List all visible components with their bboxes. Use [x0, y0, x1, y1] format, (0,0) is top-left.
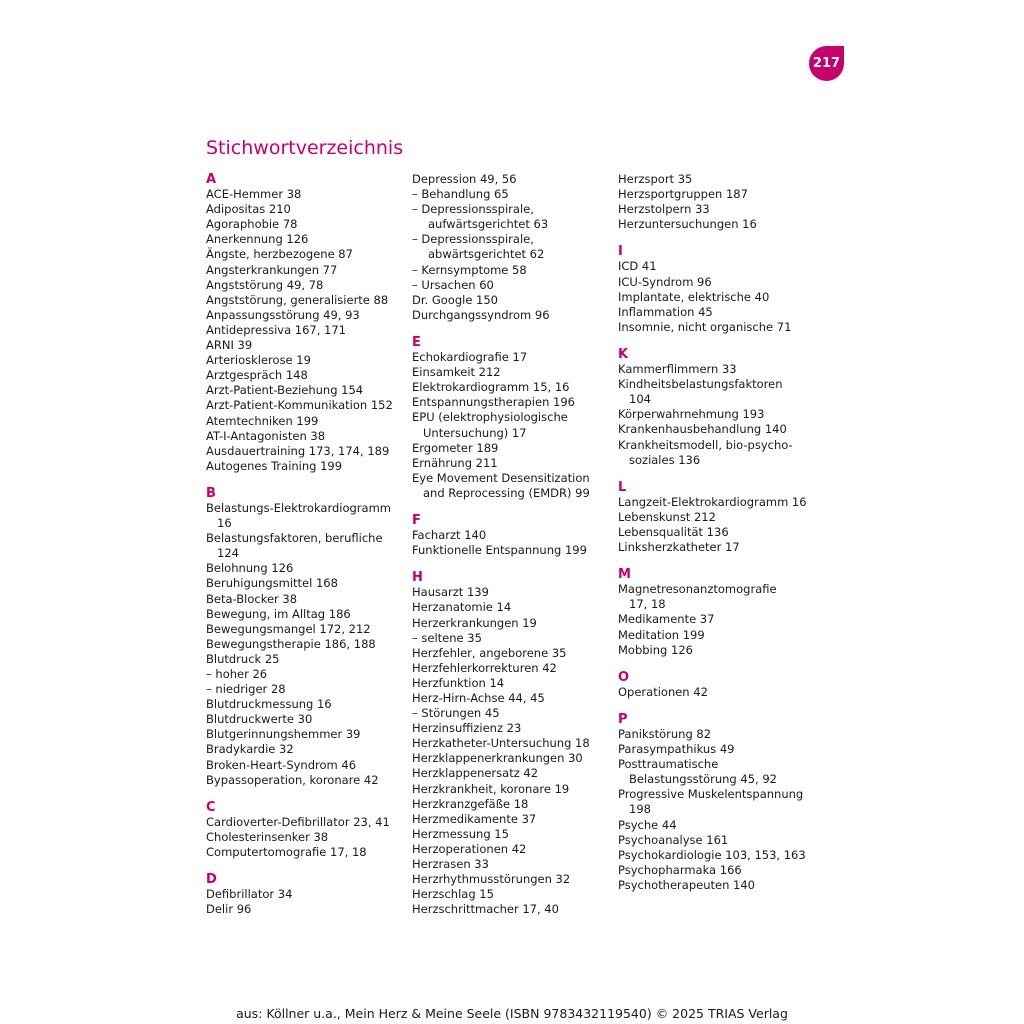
index-entry: Blutdruckmessung 16: [206, 697, 332, 712]
index-entry: Herzinsuffizienz 23: [412, 721, 522, 736]
index-entry: 124: [217, 546, 239, 561]
index-entry: ICU-Syndrom 96: [618, 274, 712, 289]
index-entry: Medikamente 37: [618, 612, 715, 627]
index-entry: Mobbing 126: [618, 642, 693, 657]
section-letter: H: [412, 570, 423, 586]
index-column-3: [618, 172, 818, 905]
index-entry: Autogenes Training 199: [206, 458, 343, 473]
index-entry: ACE-Hemmer 38: [206, 187, 302, 202]
index-entry: Beta-Blocker 38: [206, 591, 298, 606]
index-entry: Anerkennung 126: [206, 232, 309, 247]
index-entry: EPU (elektrophysiologische: [412, 410, 568, 425]
index-entry: Einsamkeit 212: [412, 365, 501, 380]
index-entry: 17, 18: [629, 597, 666, 612]
index-entry: Herzmedikamente 37: [412, 811, 537, 826]
section-letter: L: [618, 479, 627, 495]
index-entry: Linksherzkatheter 17: [618, 540, 740, 555]
index-entry: Durchgangssyndrom 96: [412, 307, 550, 322]
index-entry: Herzuntersuchungen 16: [618, 217, 757, 232]
index-section: [618, 712, 818, 893]
index-entry: – Störungen 45: [412, 706, 500, 721]
index-entry: Magnetresonanztomografie: [618, 582, 777, 597]
index-entry: Angststörung 49, 78: [206, 277, 324, 292]
index-entry: Meditation 199: [618, 627, 705, 642]
copyright-footer: aus: Köllner u.a., Mein Herz & Meine Seele (ISBN 9783432119540) © 2025 TRIAS Verlag: [236, 1006, 788, 1021]
index-entry: Operationen 42: [618, 684, 708, 699]
index-entry: Arteriosklerose 19: [206, 353, 311, 368]
index-entry: ICD 41: [618, 259, 657, 274]
index-entry: – seltene 35: [412, 630, 482, 645]
index-entry: Herz-Hirn-Achse 44, 45: [412, 691, 545, 705]
index-section: [206, 486, 406, 788]
index-entry: Posttraumatische: [618, 757, 719, 772]
index-entry: – Kernsymptome 58: [412, 262, 527, 277]
index-entry: Herzfunktion 14: [412, 675, 505, 690]
index-entry: Echokardiografie 17: [412, 350, 528, 365]
index-entry: Psychokardiologie 103, 153, 163: [618, 847, 806, 862]
index-entry: – Behandlung 65: [412, 187, 509, 202]
index-entry: Funktionelle Entspannung 199: [412, 543, 587, 558]
index-entry: Inflammation 45: [618, 304, 713, 319]
index-entry: ARNI 39: [206, 338, 253, 353]
page-number-badge: 217: [809, 46, 844, 81]
index-entry: – niedriger 28: [206, 682, 286, 697]
index-entry: Krankenhausbehandlung 140: [618, 422, 787, 437]
index-entry: 16: [217, 516, 232, 531]
index-entry: Langzeit-Elektrokardiogramm 16: [618, 494, 807, 509]
index-entry: 104: [629, 392, 651, 407]
index-entry: Bewegungsmangel 172, 212: [206, 621, 371, 636]
index-entry: Körperwahrnehmung 193: [618, 407, 765, 422]
page-title: Stichwortverzeichnis: [206, 137, 404, 159]
index-entry: Herzerkrankungen 19: [412, 615, 537, 630]
index-entry: – hoher 26: [206, 667, 268, 681]
index-entry: Blutgerinnungshemmer 39: [206, 727, 361, 742]
index-entry: Herzschlag 15: [412, 887, 494, 902]
index-entry: Herzkrankheit, koronare 19: [412, 781, 570, 796]
index-entry: Herzschrittmacher 17, 40: [412, 902, 559, 917]
index-entry: Psychopharmaka 166: [618, 862, 742, 877]
index-entry: Bewegungstherapie 186, 188: [206, 636, 376, 651]
index-entry: Krankheitsmodell, bio-psycho-: [618, 437, 793, 452]
index-entry: Cholesterinsenker 38: [206, 829, 329, 844]
index-entry: Ergometer 189: [412, 440, 499, 455]
index-section: [206, 800, 406, 860]
index-entry: Arztgespräch 148: [206, 368, 308, 383]
index-entry: Entspannungstherapien 196: [412, 395, 575, 410]
index-section: [412, 570, 612, 917]
index-entry: Herzkatheter-Untersuchung 18: [412, 736, 590, 751]
index-entry: Herzstolpern 33: [618, 202, 710, 217]
index-entry: Psychotherapeuten 140: [618, 877, 755, 892]
index-entry: Herzfehler, angeborene 35: [412, 645, 567, 660]
index-entry: Panikstörung 82: [618, 727, 712, 741]
index-entry: Progressive Muskelentspannung: [618, 787, 804, 802]
section-letter: C: [206, 799, 216, 815]
index-entry: Broken-Heart-Syndrom 46: [206, 757, 357, 772]
index-entry: Blutdruckwerte 30: [206, 712, 313, 727]
index-entry: Herzmessung 15: [412, 826, 509, 841]
index-section: [206, 172, 406, 474]
index-entry: Herzoperationen 42: [412, 841, 527, 856]
index-entry: Herzklappenerkrankungen 30: [412, 751, 583, 766]
index-column-2: [412, 172, 612, 929]
index-entry: Cardioverter-Defibrillator 23, 41: [206, 814, 390, 829]
index-section: [618, 172, 818, 232]
section-letter: O: [618, 669, 630, 685]
index-entry: Belastungsfaktoren, berufliche: [206, 531, 383, 546]
index-entry: 198: [629, 802, 651, 817]
index-entry: Belastungs-Elektrokardiogramm: [206, 500, 391, 515]
index-entry: – Depressionsspirale,: [412, 232, 534, 247]
index-entry: Herzrhythmusstörungen 32: [412, 872, 571, 887]
index-section: [412, 172, 612, 323]
index-entry: Psyche 44: [618, 817, 677, 832]
index-entry: AT-I-Antagonisten 38: [206, 428, 326, 443]
index-entry: Blutdruck 25: [206, 651, 280, 666]
index-entry: Angststörung, generalisierte 88: [206, 292, 389, 307]
index-entry: Dr. Google 150: [412, 292, 498, 307]
section-letter: P: [618, 711, 628, 727]
index-entry: Bypassoperation, koronare 42: [206, 772, 379, 787]
index-entry: Herzanatomie 14: [412, 600, 512, 615]
index-entry: Herzkranzgefäße 18: [412, 796, 529, 811]
index-entry: Facharzt 140: [412, 528, 487, 543]
index-entry: Psychoanalyse 161: [618, 832, 729, 847]
index-entry: Insomnie, nicht organische 71: [618, 319, 792, 334]
section-letter: A: [206, 172, 217, 187]
index-entry: Ängste, herzbezogene 87: [206, 247, 353, 262]
index-entry: Kindheitsbelastungsfaktoren: [618, 377, 783, 392]
index-entry: Herzsportgruppen 187: [618, 187, 748, 202]
index-entry: and Reprocessing (EMDR) 99: [423, 485, 590, 500]
section-letter: F: [412, 512, 421, 528]
index-entry: Beruhigungsmittel 168: [206, 576, 338, 591]
index-section: [618, 480, 818, 555]
index-section: [618, 670, 818, 700]
index-entry: Lebensqualität 136: [618, 524, 729, 539]
index-entry: Untersuchung) 17: [423, 425, 527, 440]
index-entry: Anpassungsstörung 49, 93: [206, 307, 360, 322]
index-section: [412, 335, 612, 501]
index-entry: Lebenskunst 212: [618, 509, 716, 524]
index-entry: Adipositas 210: [206, 202, 291, 217]
section-letter: M: [618, 567, 631, 583]
index-entry: Arzt-Patient-Beziehung 154: [206, 383, 364, 398]
index-entry: Hausarzt 139: [412, 585, 489, 600]
index-entry: – Ursachen 60: [412, 277, 494, 292]
index-entry: Computertomografie 17, 18: [206, 845, 367, 860]
index-entry: Antidepressiva 167, 171: [206, 322, 346, 337]
index-entry: Parasympathikus 49: [618, 742, 735, 757]
index-entry: abwärtsgerichtet 62: [428, 247, 545, 262]
index-entry: Herzsport 35: [618, 172, 693, 186]
index-entry: soziales 136: [629, 452, 701, 467]
index-entry: Angsterkrankungen 77: [206, 262, 338, 277]
index-section: [618, 567, 818, 658]
index-entry: Ausdauertraining 173, 174, 189: [206, 443, 390, 458]
index-column-1: [206, 172, 406, 929]
section-letter: K: [618, 346, 629, 362]
index-entry: Depression 49, 56: [412, 172, 517, 186]
index-section: [412, 513, 612, 558]
index-section: [618, 347, 818, 468]
index-entry: – Depressionsspirale,: [412, 202, 534, 217]
index-entry: Atemtechniken 199: [206, 413, 319, 428]
index-entry: Belastungsstörung 45, 92: [629, 772, 777, 787]
index-entry: Bradykardie 32: [206, 742, 294, 757]
index-entry: Elektrokardiogramm 15, 16: [412, 380, 570, 395]
index-entry: Eye Movement Desensitization: [412, 470, 590, 485]
section-letter: E: [412, 334, 421, 350]
section-letter: B: [206, 485, 216, 501]
index-entry: Agoraphobie 78: [206, 217, 298, 232]
index-section: [206, 872, 406, 917]
index-entry: Ernährung 211: [412, 455, 498, 470]
index-entry: Defibrillator 34: [206, 887, 293, 902]
index-entry: Kammerflimmern 33: [618, 362, 737, 377]
index-entry: Herzklappenersatz 42: [412, 766, 539, 781]
section-letter: I: [618, 244, 623, 260]
index-section: [618, 244, 818, 335]
index-entry: Herzrasen 33: [412, 857, 489, 872]
index-entry: Bewegung, im Alltag 186: [206, 606, 351, 621]
index-entry: Arzt-Patient-Kommunikation 152: [206, 398, 393, 413]
index-entry: Delir 96: [206, 902, 252, 917]
index-entry: Implantate, elektrische 40: [618, 289, 770, 304]
index-entry: Herzfehlerkorrekturen 42: [412, 660, 557, 675]
index-entry: aufwärtsgerichtet 63: [428, 217, 549, 232]
section-letter: D: [206, 872, 217, 888]
index-entry: Belohnung 126: [206, 561, 294, 576]
